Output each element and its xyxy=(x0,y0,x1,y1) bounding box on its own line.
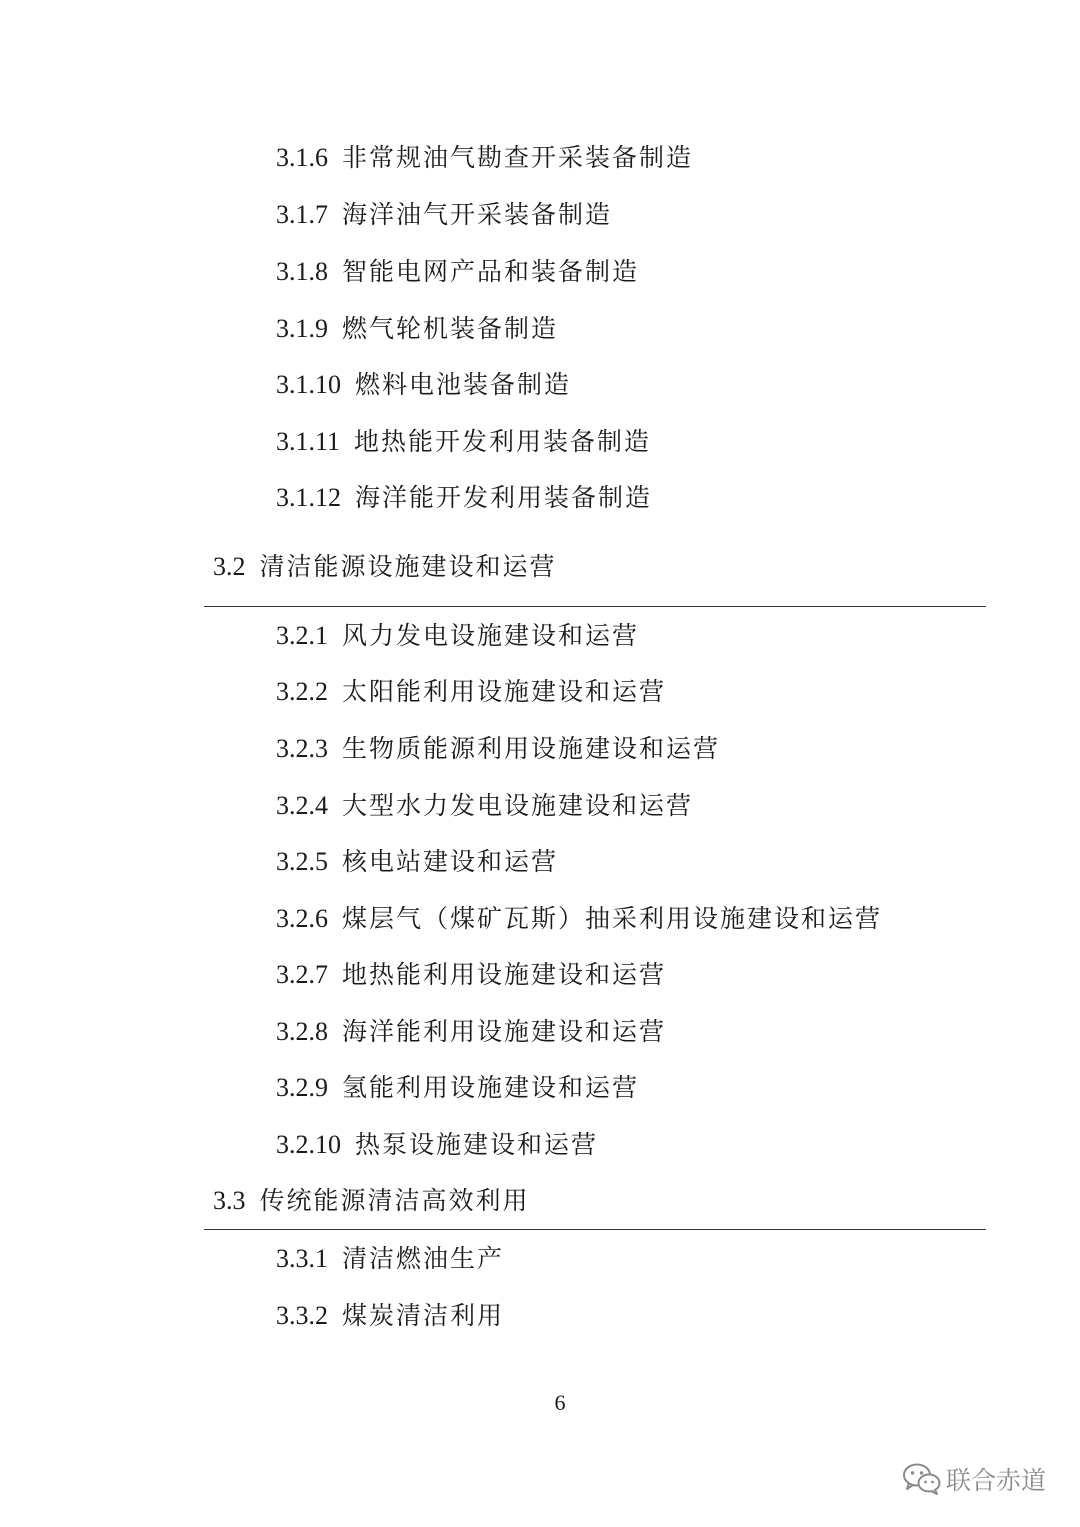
item-number: 3.2.2 xyxy=(276,677,328,706)
item-text: 太阳能利用设施建设和运营 xyxy=(342,677,667,706)
item-text: 氢能利用设施建设和运营 xyxy=(342,1073,640,1102)
list-item xyxy=(276,256,639,288)
list-item xyxy=(276,790,693,822)
section-divider xyxy=(204,606,986,607)
section-number: 3.3 xyxy=(213,1186,246,1215)
item-number: 3.2.9 xyxy=(276,1073,328,1102)
item-number: 3.1.12 xyxy=(276,483,341,512)
section-divider xyxy=(204,1229,986,1230)
section-heading xyxy=(213,1185,530,1217)
item-text: 煤炭清洁利用 xyxy=(342,1301,505,1330)
page-number: 6 xyxy=(554,1390,566,1415)
section-title: 传统能源清洁高效利用 xyxy=(259,1186,530,1215)
item-number: 3.1.8 xyxy=(276,257,328,286)
item-text: 生物质能源利用设施建设和运营 xyxy=(342,734,721,763)
list-item xyxy=(276,620,639,652)
section-heading xyxy=(213,551,557,583)
section-title: 清洁能源设施建设和运营 xyxy=(259,552,557,581)
list-item xyxy=(276,313,558,345)
list-item xyxy=(276,426,651,458)
list-item xyxy=(276,903,882,935)
item-text: 风力发电设施建设和运营 xyxy=(342,621,640,650)
list-item xyxy=(276,1129,598,1161)
item-number: 3.2.5 xyxy=(276,847,328,876)
item-number: 3.2.4 xyxy=(276,791,328,820)
list-item xyxy=(276,676,666,708)
item-text: 地热能利用设施建设和运营 xyxy=(342,960,667,989)
item-number: 3.1.9 xyxy=(276,314,328,343)
watermark xyxy=(902,1459,1046,1499)
item-text: 大型水力发电设施建设和运营 xyxy=(342,791,694,820)
item-text: 海洋能利用设施建设和运营 xyxy=(342,1017,667,1046)
item-number: 3.3.2 xyxy=(276,1301,328,1330)
list-item xyxy=(276,1072,639,1104)
list-item xyxy=(276,1016,666,1048)
item-number: 3.2.7 xyxy=(276,960,328,989)
item-text: 核电站建设和运营 xyxy=(342,847,559,876)
item-number: 3.1.7 xyxy=(276,200,328,229)
list-item xyxy=(276,1300,504,1332)
item-number: 3.2.3 xyxy=(276,734,328,763)
item-number: 3.2.8 xyxy=(276,1017,328,1046)
item-text: 清洁燃油生产 xyxy=(342,1244,505,1273)
item-text: 煤层气（煤矿瓦斯）抽采利用设施建设和运营 xyxy=(342,904,883,933)
list-item xyxy=(276,959,666,991)
section-number: 3.2 xyxy=(213,552,246,581)
item-number: 3.3.1 xyxy=(276,1244,328,1273)
list-item xyxy=(276,369,571,401)
item-text: 海洋油气开采装备制造 xyxy=(342,200,613,229)
item-text: 燃气轮机装备制造 xyxy=(342,314,559,343)
item-text: 非常规油气勘查开采装备制造 xyxy=(342,143,694,172)
item-number: 3.2.6 xyxy=(276,904,328,933)
item-text: 地热能开发利用装备制造 xyxy=(354,427,652,456)
watermark-text: 联合赤道 xyxy=(945,1466,1046,1495)
list-item xyxy=(276,846,558,878)
item-number: 3.1.6 xyxy=(276,143,328,172)
item-text: 智能电网产品和装备制造 xyxy=(342,257,640,286)
item-number: 3.2.1 xyxy=(276,621,328,650)
wechat-icon xyxy=(902,1462,942,1496)
list-item xyxy=(276,733,720,765)
item-text: 海洋能开发利用装备制造 xyxy=(355,483,653,512)
list-item xyxy=(276,199,612,231)
list-item xyxy=(276,142,693,174)
list-item xyxy=(276,482,652,514)
list-item xyxy=(276,1243,504,1275)
item-number: 3.1.11 xyxy=(276,427,341,456)
item-text: 燃料电池装备制造 xyxy=(355,370,572,399)
item-number: 3.2.10 xyxy=(276,1130,341,1159)
item-text: 热泵设施建设和运营 xyxy=(355,1130,599,1159)
item-number: 3.1.10 xyxy=(276,370,341,399)
